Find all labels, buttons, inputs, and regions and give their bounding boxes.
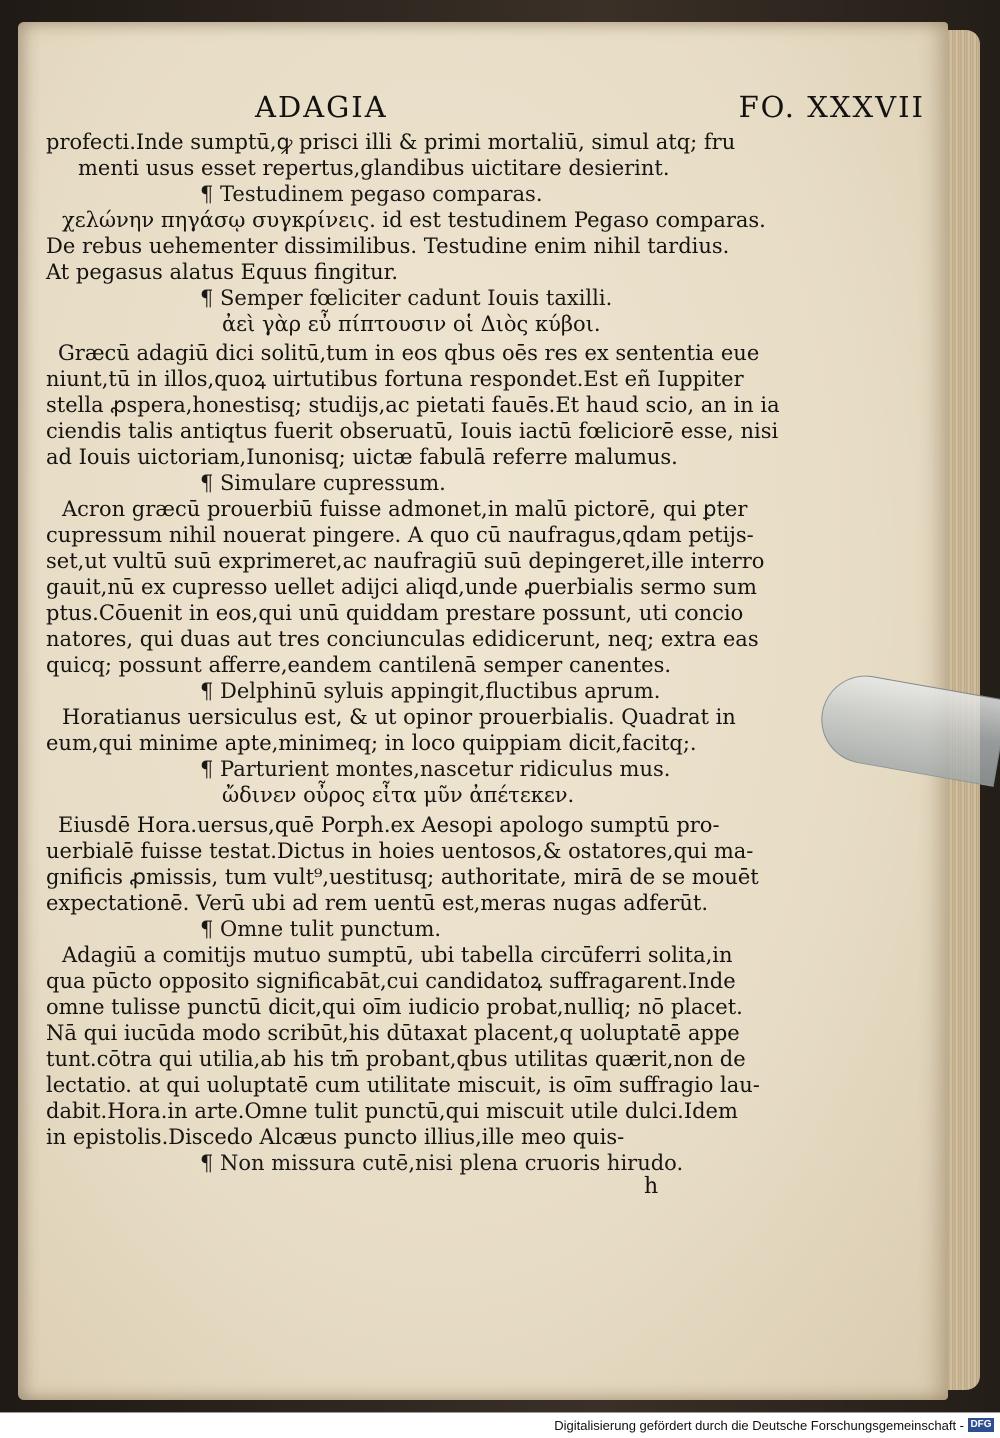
text-line: set,ut vultū suū exprimeret,ac naufragiū suū depingeret,ille interro: [46, 549, 765, 573]
header-title: ADAGIA: [255, 90, 388, 124]
adage-heading: ¶ Delphinū syluis appingit,fluctibus aprum.: [200, 679, 661, 703]
text-line: Græcū adagiū dici solitū,tum in eos qbus oēs res ex sententia eue: [58, 341, 760, 365]
text-line: Acron græcū prouerbiū fuisse admonet,in malū pictorē, qui ꝑter: [62, 497, 748, 521]
funding-credit: Digitalisierung gefördert durch die Deutsche Forschungsgemeinschaft -: [554, 1418, 964, 1433]
signature-mark: h: [644, 1174, 659, 1199]
adage-heading: ¶ Non missura cutē,nisi plena cruoris hirudo.: [200, 1151, 684, 1175]
text-line: At pegasus alatus Equus fingitur.: [46, 260, 399, 284]
text-line: tunt.cōtra qui utilia,ab his tm̄ probant,qbus utilitas quærit,non de: [46, 1047, 746, 1071]
greek-line: ἀεὶ γὰρ εὖ πίπτουσιν οἱ Διὸς κύβοι.: [222, 312, 601, 336]
adage-heading: ¶ Testudinem pegaso comparas.: [200, 182, 543, 206]
folio-number: FO. XXXVII: [738, 90, 925, 124]
text-line: expectationē. Verū ubi ad rem uentū est,meras nugas adferūt.: [46, 891, 709, 915]
text-line: lectatio. at qui uoluptatē cum utilitate miscuit, is oīm suffragio lau-: [46, 1073, 760, 1097]
text-line: Adagiū a comitijs mutuo sumptū, ubi tabella circūferri solita,in: [62, 943, 733, 967]
text-line: omne tulisse punctū dicit,qui oīm iudicio probat,nulliq; nō placet.: [46, 995, 743, 1019]
greek-line: ὤδινεν οὖρος εἶτα μῦν ἀπέτεκεν.: [222, 783, 575, 807]
text-line: niunt,tū in illos,quoꝝ uirtutibus fortuna respondet.Est eñ Iuppiter: [46, 367, 744, 391]
adage-heading: ¶ Semper fœliciter cadunt Iouis taxilli.: [200, 286, 613, 310]
greek-line: χελώνην πηγάσῳ συγκρίνεις. id est testudinem Pegaso comparas.: [62, 208, 766, 232]
text-line: dabit.Hora.in arte.Omne tulit punctū,qui miscuit utile dulci.Idem: [46, 1099, 738, 1123]
digitization-footer: [0, 1412, 1000, 1438]
text-line: Nā qui iucūda modo scribūt,his dūtaxat placent,q uoluptatē appe: [46, 1021, 740, 1045]
adage-heading: ¶ Parturient montes,nascetur ridiculus mus.: [200, 757, 671, 781]
text-line: menti usus esset repertus,glandibus uictitare desierint.: [78, 156, 670, 180]
text-line: qua pūcto opposito significabāt,cui candidatoꝝ suffragarent.Inde: [46, 969, 736, 993]
text-line: gnificis ꝓmissis, tum vult⁹,uestitusq; authoritate, mirā de se mouēt: [46, 865, 759, 889]
text-line: De rebus uehementer dissimilibus. Testudine enim nihil tardius.: [46, 234, 730, 258]
adage-heading: ¶ Omne tulit punctum.: [200, 917, 442, 941]
dfg-logo: DFG: [968, 1418, 994, 1432]
text-line: uerbialē fuisse testat.Dictus in hoies uentosos,& ostatores,qui ma-: [46, 839, 754, 863]
text-line: ciendis talis antiqtus fuerit obseruatū, Iouis iactū fœliciorē esse, nisi: [46, 419, 779, 443]
text-line: profecti.Inde sumptū,ꝙ prisci illi & primi mortaliū, simul atq; fru: [46, 130, 736, 154]
text-line: natores, qui duas aut tres conciunculas edidicerunt, neq; extra eas: [46, 627, 759, 651]
adage-heading: ¶ Simulare cupressum.: [200, 471, 446, 495]
text-line: quicq; possunt afferre,eandem cantilenā semper canentes.: [46, 653, 672, 677]
text-line: Horatianus uersiculus est, & ut opinor prouerbialis. Quadrat in: [62, 705, 736, 729]
text-line: ad Iouis uictoriam,Iunonisq; uictæ fabulā referre malumus.: [46, 445, 678, 469]
text-line: stella ꝓspera,honestisq; studijs,ac pietati fauēs.Et haud scio, an in ia: [46, 393, 780, 417]
text-line: eum,qui minime apte,minimeq; in loco quippiam dicit,facitq;.: [46, 731, 697, 755]
text-line: cupressum nihil nouerat pingere. A quo cū naufragus,qdam petijs-: [46, 523, 754, 547]
text-line: in epistolis.Discedo Alcæus puncto illius,ille meo quis-: [46, 1125, 625, 1149]
text-line: Eiusdē Hora.uersus,quē Porph.ex Aesopi apologo sumptū pro-: [58, 813, 720, 837]
text-line: ptus.Cōuenit in eos,qui unū quiddam prestare possunt, uti concio: [46, 601, 744, 625]
text-line: gauit,nū ex cupresso uellet adijci aliqd,unde ꝓuerbialis sermo sum: [46, 575, 757, 599]
